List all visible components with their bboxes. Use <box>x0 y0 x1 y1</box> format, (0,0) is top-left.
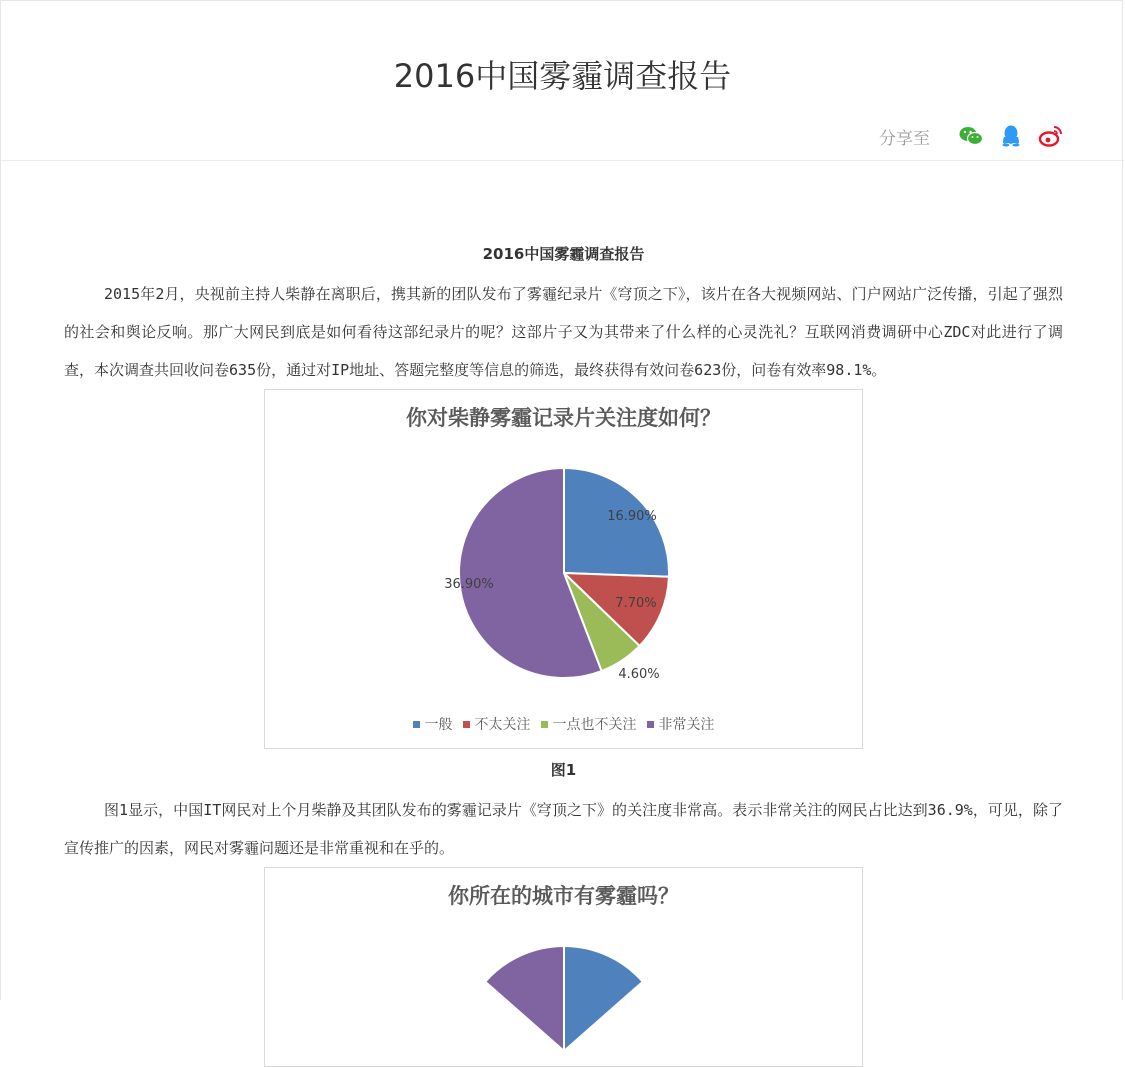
pie-slice <box>564 946 643 1051</box>
pie-data-label: 36.90% <box>444 577 494 592</box>
legend-swatch <box>647 721 654 728</box>
legend-swatch <box>463 721 470 728</box>
weibo-icon[interactable] <box>1038 123 1064 149</box>
pie-data-label: 4.60% <box>618 667 660 682</box>
wechat-icon[interactable] <box>958 123 984 149</box>
share-label: 分享至 <box>879 128 930 149</box>
legend-item-very <box>647 714 715 734</box>
share-bar <box>879 121 1064 151</box>
legend-label: 一般 <box>424 717 453 733</box>
pie-chart-2 <box>265 868 862 1066</box>
pie-slice <box>485 946 564 1051</box>
pie-data-label: 16.90% <box>607 509 657 524</box>
legend-swatch <box>541 721 548 728</box>
qq-icon[interactable] <box>998 123 1024 149</box>
pie-chart-1 <box>265 390 862 748</box>
legend-item-general <box>413 714 453 734</box>
legend-label: 不太关注 <box>474 717 531 733</box>
chart-1-legend <box>265 714 862 734</box>
legend-item-not-at-all <box>541 714 637 734</box>
legend-label: 一点也不关注 <box>552 717 637 733</box>
figure-1-caption: 图1 <box>550 761 577 779</box>
figure-1-chart <box>264 389 863 749</box>
analysis-paragraph: 图1显示，中国IT网民对上个月柴静及其团队发布的雾霾记录片《穹顶之下》的关注度非常高。表示非常关注的网民占比达到36.9%，可见，除了宣传推广的因素，网民对雾霾问题还是非常重视和在乎的。 <box>64 801 1063 857</box>
page-title: 2016中国雾霾调查报告 <box>393 57 732 95</box>
page-header <box>1 1 1124 161</box>
legend-item-not-much <box>463 714 531 734</box>
chart-1-title: 你对柴静雾霾记录片关注度如何？ <box>406 405 721 430</box>
legend-label: 非常关注 <box>658 717 715 733</box>
chart-2-title: 你所在的城市有雾霾吗？ <box>448 883 679 908</box>
article-heading: 2016中国雾霾调查报告 <box>482 245 645 263</box>
legend-swatch <box>413 721 420 728</box>
intro-paragraph: 2015年2月，央视前主持人柴静在离职后，携其新的团队发布了雾霾纪录片《穹顶之下》，该片在各大视频网站、门户网站广泛传播，引起了强烈的社会和舆论反响。那广大网民到底是如何看待这部纪录片的呢？这部片子又为其带来了什么样的心灵洗礼？互联网消费调研中心ZDC对此进行了调查，本次调查共回收问卷635份，通过对IP地址、答题完整度等信息的筛选，最终获得有效问卷623份，问卷有效率98.1%。 <box>64 285 1063 379</box>
figure-2-chart <box>264 867 863 1067</box>
pie-data-label: 7.70% <box>615 596 657 611</box>
article-body <box>64 231 1063 1067</box>
